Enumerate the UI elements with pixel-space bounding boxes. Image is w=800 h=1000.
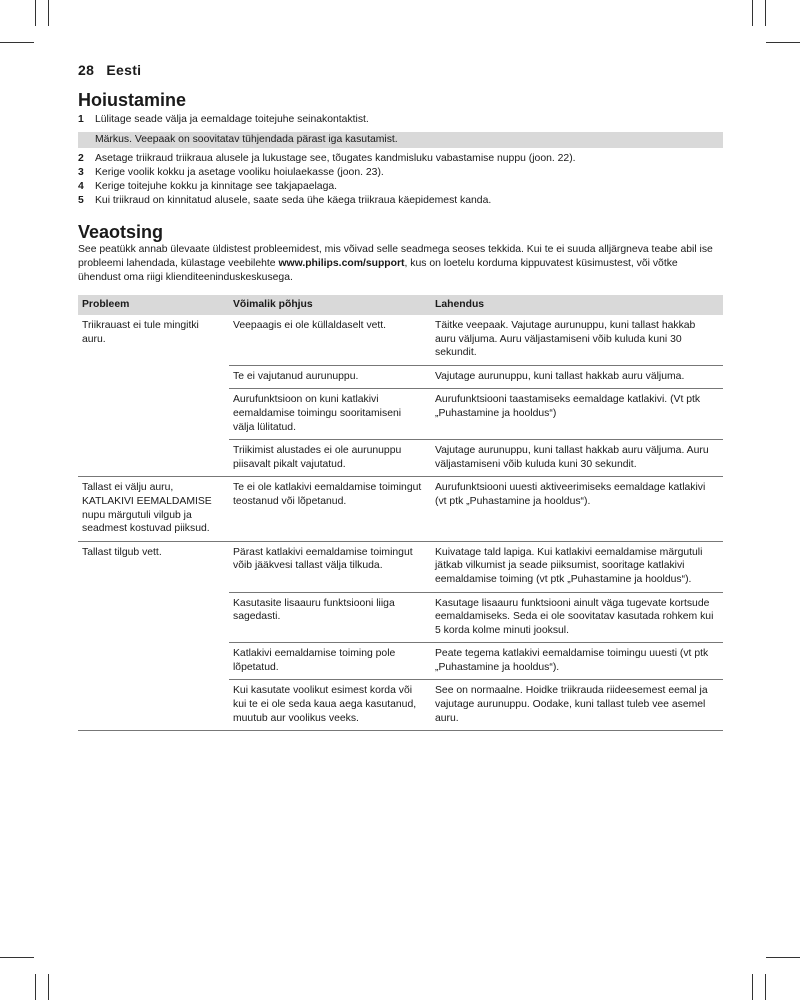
- crop-mark: [766, 957, 800, 958]
- step-number: 2: [78, 153, 84, 164]
- storage-steps-continued: [78, 152, 723, 208]
- cell-solution: Vajutage aurunuppu, kuni tallast hakkab auru väljuma.: [431, 365, 723, 389]
- page-header: [78, 62, 141, 78]
- troubleshooting-heading: Veaotsing: [78, 222, 164, 242]
- step-number: 4: [78, 181, 84, 192]
- storage-heading: Hoiustamine: [78, 90, 187, 110]
- crop-mark: [765, 974, 766, 1000]
- crop-mark: [48, 974, 49, 1000]
- page-number: 28: [78, 62, 95, 78]
- cell-solution: Aurufunktsiooni uuesti aktiveerimiseks eemaldage katlakivi (vt ptk „Puhastamine ja hooldus“).: [431, 477, 723, 541]
- table-row: [78, 389, 723, 440]
- table-row: [78, 477, 723, 541]
- header-cause: Võimalik põhjus: [229, 295, 431, 315]
- storage-note: Märkus. Veepaak on soovitatav tühjendada pärast iga kasutamist.: [78, 132, 723, 148]
- step-text: Lülitage seade välja ja eemaldage toitejuhe seinakontaktist.: [95, 114, 369, 125]
- cell-cause: Pärast katlakivi eemaldamise toimingut võib jääkvesi tallast välja tilkuda.: [229, 541, 431, 592]
- cell-cause: Te ei vajutanud aurunuppu.: [229, 365, 431, 389]
- cell-problem: [78, 680, 229, 731]
- support-link[interactable]: www.philips.com/support: [278, 258, 405, 269]
- cell-cause: Triikimist alustades ei ole aurunuppu piisavalt pikalt vajutatud.: [229, 440, 431, 477]
- cell-cause: Katlakivi eemaldamise toiming pole lõpetatud.: [229, 643, 431, 680]
- cell-solution: Täitke veepaak. Vajutage aurunuppu, kuni tallast hakkab auru väljuma. Auru väljastamiseni võib kuluda kuni 30 sekundit.: [431, 315, 723, 365]
- step-item: [78, 152, 723, 166]
- crop-mark: [766, 42, 800, 43]
- cell-cause: Te ei ole katlakivi eemaldamise toimingut teostanud või lõpetanud.: [229, 477, 431, 541]
- language-label: Eesti: [106, 62, 142, 78]
- step-item: [78, 166, 723, 180]
- step-item: [78, 113, 723, 127]
- cell-problem: [78, 440, 229, 477]
- crop-mark: [765, 0, 766, 26]
- step-text: Kerige toitejuhe kokku ja kinnitage see takjapaelaga.: [95, 181, 338, 192]
- cell-problem: [78, 389, 229, 440]
- cell-solution: Kuivatage tald lapiga. Kui katlakivi eemaldamise märgutuli jätkab vilkumist ja seade piiksumist, sooritage katlakivi eemaldamise toiming (vt ptk „Puhastamine ja hooldus“).: [431, 541, 723, 592]
- cell-problem: Tallast ei välju auru, KATLAKIVI EEMALDAMISE nupu märgutuli vilgub ja seadmest kostuvad piiksud.: [78, 477, 229, 541]
- troubleshooting-table: [78, 295, 723, 731]
- cell-problem: [78, 592, 229, 643]
- step-number: 5: [78, 195, 84, 206]
- cell-problem: Tallast tilgub vett.: [82, 546, 162, 558]
- step-number: 3: [78, 167, 84, 178]
- crop-mark: [35, 974, 36, 1000]
- storage-steps: [78, 113, 723, 127]
- step-text: Asetage triikraud triikraua alusele ja lukustage see, tõugates kandmisluku vabastamise nuppu (joon. 22).: [95, 153, 576, 164]
- crop-mark: [48, 0, 49, 26]
- cell-cause: Veepaagis ei ole küllaldaselt vett.: [229, 315, 431, 365]
- table-row: [78, 643, 723, 680]
- troubleshooting-intro: [78, 243, 723, 285]
- step-text: Kerige voolik kokku ja asetage vooliku hoiulaekasse (joon. 23).: [95, 167, 384, 178]
- step-item: [78, 180, 723, 194]
- cell-solution: Vajutage aurunuppu, kuni tallast hakkab auru väljuma. Auru väljastamiseni võib kuluda kuni 30 sekundit.: [431, 440, 723, 477]
- step-item: [78, 194, 723, 208]
- intro-text: See peatükk annab ülevaate üldistest probleemidest, mis võivad selle seadmega seoses tekkida. Kui te ei suuda alljärgneva teabe abil ise probleemi lahendada, külastage veebilehte: [78, 244, 713, 269]
- cell-solution: See on normaalne. Hoidke triikrauda riideesemest eemal ja vajutage aurunuppu. Oodake, kuni tallast tuleb vee asemel auru.: [431, 680, 723, 731]
- table-row: [78, 365, 723, 389]
- crop-mark: [0, 957, 34, 958]
- table-row: [78, 440, 723, 477]
- crop-mark: [752, 0, 753, 26]
- cell-cause: Kasutasite lisaauru funktsiooni liiga sagedasti.: [229, 592, 431, 643]
- crop-mark: [35, 0, 36, 26]
- header-problem: Probleem: [78, 295, 229, 315]
- header-solution: Lahendus: [431, 295, 723, 315]
- crop-mark: [0, 42, 34, 43]
- cell-problem: Triikrauast ei tule mingitki auru.: [82, 320, 199, 345]
- cell-solution: Peate tegema katlakivi eemaldamise toimingu uuesti (vt ptk „Puhastamine ja hooldus“).: [431, 643, 723, 680]
- table-header-row: [78, 295, 723, 315]
- table-row: [78, 680, 723, 731]
- cell-solution: Aurufunktsiooni taastamiseks eemaldage katlakivi. (Vt ptk „Puhastamine ja hooldus“): [431, 389, 723, 440]
- step-number: 1: [78, 114, 84, 125]
- cell-cause: Kui kasutate voolikut esimest korda või kui te ei ole seda kaua aega kasutanud, muutub aur voolikus veeks.: [229, 680, 431, 731]
- step-text: Kui triikraud on kinnitatud alusele, saate seda ühe käega triikraua käepidemest kanda.: [95, 195, 492, 206]
- table-row: [78, 592, 723, 643]
- cell-problem: [78, 643, 229, 680]
- table-row: [78, 541, 723, 592]
- cell-cause: Aurufunktsioon on kuni katlakivi eemaldamise toimingu sooritamiseni välja lülitatud.: [229, 389, 431, 440]
- intro-text-end: , kus on loetelu korduma kippuvatest küsimustest, või võtke ühendust oma riigi klienditeeninduskeskusega.: [78, 258, 678, 283]
- table-row: [78, 315, 723, 365]
- cell-problem: [78, 365, 229, 389]
- cell-solution: Kasutage lisaauru funktsiooni ainult väga tugevate kortsude eemaldamiseks. Seda ei ole soovitatav kasutada rohkem kui 5 korda kolme minuti jooksul.: [431, 592, 723, 643]
- crop-mark: [752, 974, 753, 1000]
